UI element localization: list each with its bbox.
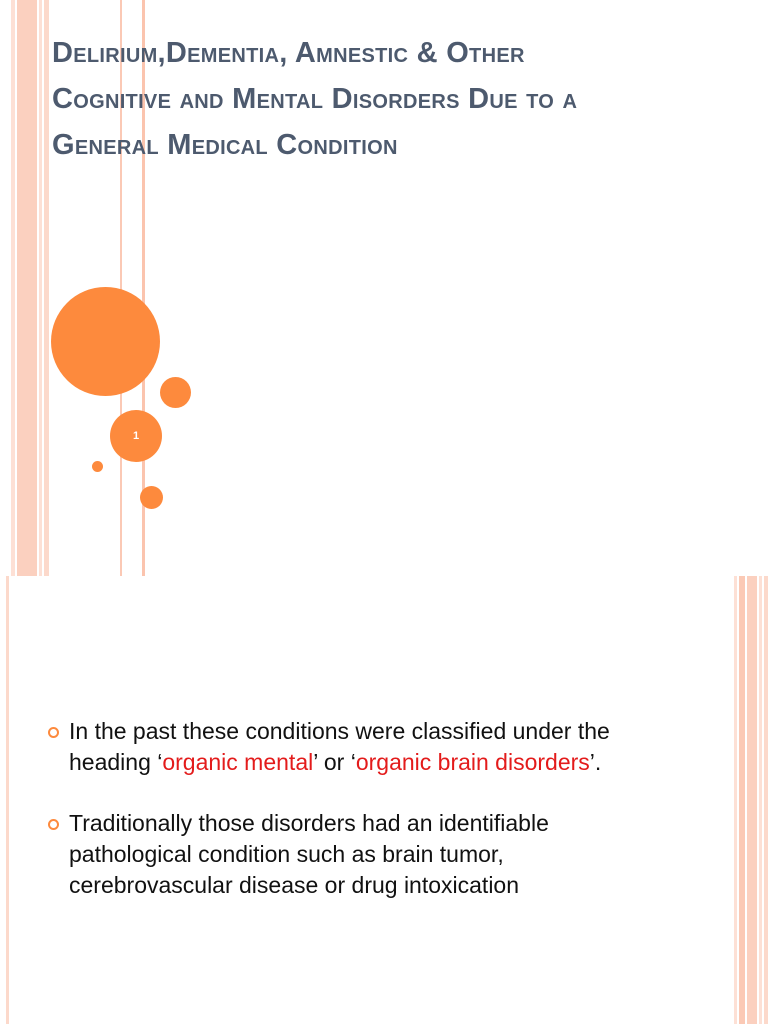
bullet-list: [48, 716, 668, 931]
decorative-stripe: [39, 0, 42, 576]
decorative-stripe: [11, 0, 15, 576]
decorative-stripe: [764, 576, 768, 1024]
decorative-stripe: [44, 0, 49, 576]
decorative-stripe: [747, 576, 757, 1024]
decorative-circle-dot: [92, 461, 103, 472]
circle-bullet-icon: [48, 727, 59, 738]
decorative-stripe: [6, 576, 9, 1024]
decorative-circle-small: [140, 486, 163, 509]
bullet-item: [48, 808, 668, 901]
decorative-stripe: [759, 576, 762, 1024]
decorative-circle-large: [51, 287, 160, 396]
bullet-item: [48, 716, 668, 778]
decorative-stripe: [17, 0, 37, 576]
highlight-term: organic brain disorders: [355, 749, 590, 775]
slide-title: Delirium,Dementia, Amnestic & Other Cognitive and Mental Disorders Due to a General Medical Condition: [52, 37, 578, 161]
slide-2: [0, 576, 768, 1024]
decorative-stripe: [739, 576, 745, 1024]
highlight-term: organic mental: [162, 749, 314, 775]
page-number-badge: 1: [110, 410, 162, 462]
bullet-text: In the past these conditions were classified under the heading ‘organic mental’ or ‘organic brain disorders’.: [69, 718, 610, 775]
decorative-stripe: [734, 576, 737, 1024]
decorative-circle-small: [160, 377, 191, 408]
bullet-text: Traditionally those disorders had an identifiable pathological condition such as brain tumor, cerebrovascular disease or drug intoxication: [69, 810, 549, 898]
circle-bullet-icon: [48, 819, 59, 830]
